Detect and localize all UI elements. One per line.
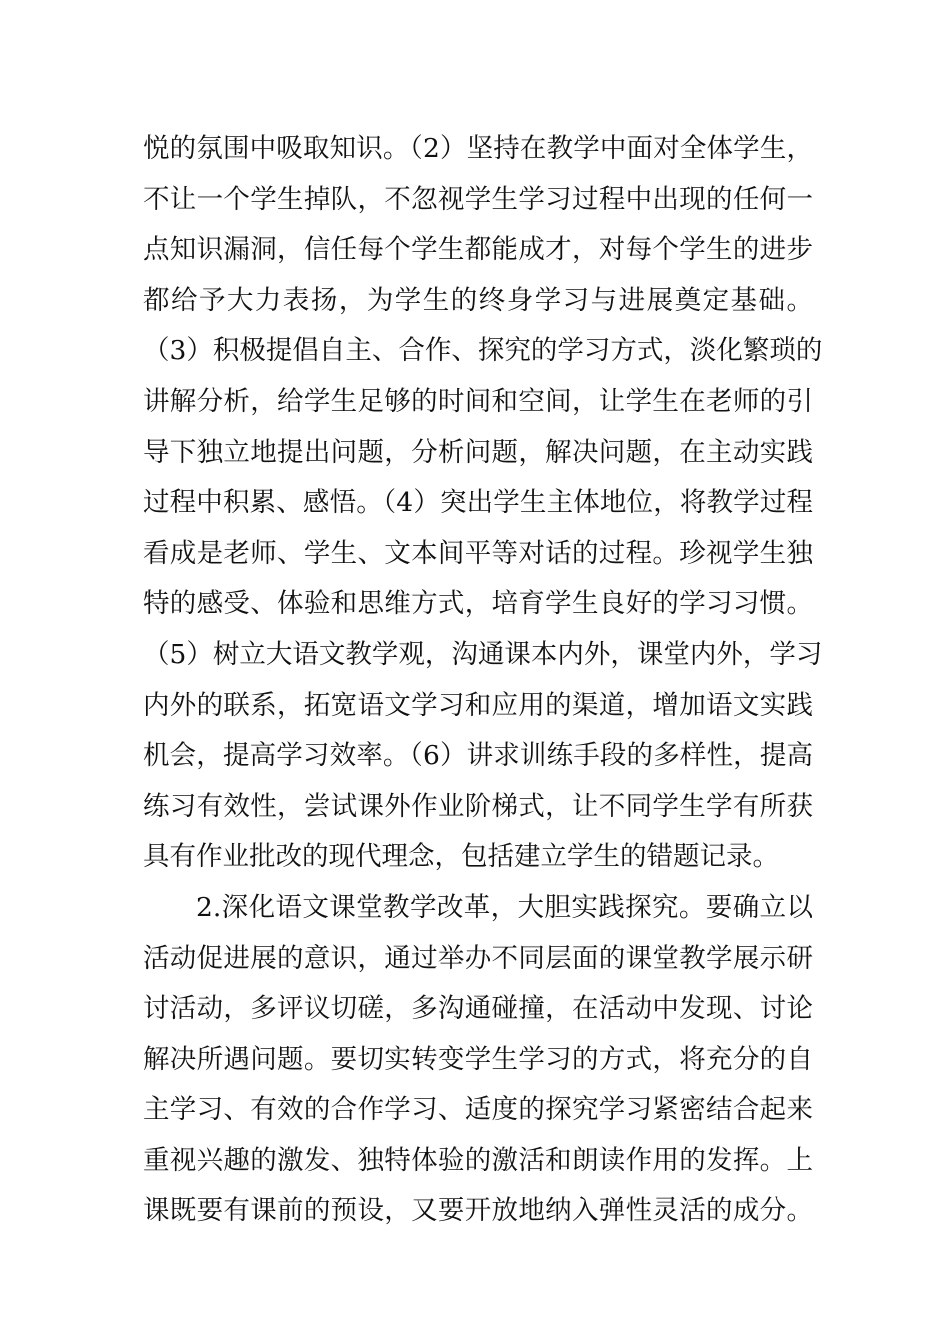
text-line: （3）积极提倡自主、合作、探究的学习方式，淡化繁琐的 [143, 335, 823, 367]
text-line: 看成是老师、学生、文本间平等对话的过程。珍视学生独 [143, 537, 813, 569]
text-line: 讲解分析，给学生足够的时间和空间，让学生在老师的引 [143, 385, 813, 417]
paragraph-start-line: 2.深化语文课堂教学改革，大胆实践探究。要确立以 [196, 891, 813, 923]
text-line: 过程中积累、感悟。（4）突出学生主体地位，将教学过程 [143, 487, 813, 519]
text-line: 具有作业批改的现代理念，包括建立学生的错题记录。 [143, 841, 779, 873]
text-line: 不让一个学生掉队，不忽视学生学习过程中出现的任何一 [143, 183, 813, 215]
text-line: 课既要有课前的预设，又要开放地纳入弹性灵活的成分。 [143, 1195, 813, 1227]
text-line: （5）树立大语文教学观，沟通课本内外，课堂内外，学习 [143, 638, 823, 670]
text-line: 讨活动，多评议切磋，多沟通碰撞，在活动中发现、讨论 [143, 993, 813, 1025]
text-line: 都给予大力表扬，为学生的终身学习与进展奠定基础。 [143, 284, 813, 316]
body-text [143, 124, 823, 1237]
text-line: 机会，提高学习效率。（6）讲求训练手段的多样性，提高 [143, 740, 813, 772]
text-line: 练习有效性，尝试课外作业阶梯式，让不同学生学有所获 [143, 790, 813, 822]
text-line: 主学习、有效的合作学习、适度的探究学习紧密结合起来 [143, 1094, 813, 1126]
text-line: 点知识漏洞，信任每个学生都能成才，对每个学生的进步 [143, 234, 813, 266]
text-line: 内外的联系，拓宽语文学习和应用的渠道，增加语文实践 [143, 689, 813, 721]
text-line: 导下独立地提出问题，分析问题，解决问题，在主动实践 [143, 436, 813, 468]
text-line: 活动促进展的意识，通过举办不同层面的课堂教学展示研 [143, 942, 813, 974]
text-line: 重视兴趣的激发、独特体验的激活和朗读作用的发挥。上 [143, 1144, 813, 1176]
text-line: 特的感受、体验和思维方式，培育学生良好的学习习惯。 [143, 588, 813, 620]
text-line: 解决所遇问题。要切实转变学生学习的方式，将充分的自 [143, 1043, 813, 1075]
text-line: 悦的氛围中吸取知识。（2）坚持在教学中面对全体学生， [143, 133, 813, 164]
